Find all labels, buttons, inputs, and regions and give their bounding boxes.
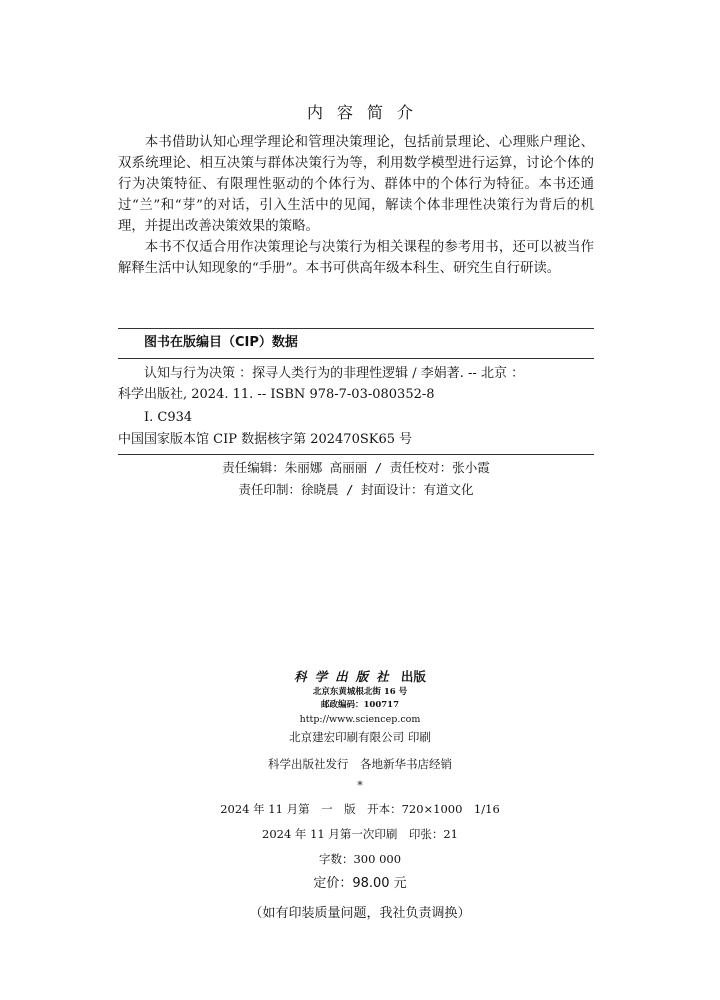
publisher-url: http://www.sciencep.com	[299, 714, 421, 725]
credits-production: 责任印制：徐晓晨 / 封面设计：有道文化	[238, 482, 474, 497]
printer-line: 北京建宏印刷有限公司 印刷	[289, 730, 431, 744]
publisher-postcode: 邮政编码：100717	[321, 700, 399, 710]
summary-paragraph-1: 本书借助认知心理学理论和管理决策理论，包括前景理论、心理账户理论、双系统理论、相互决策与群体决策行为等，利用数学模型进行运算，讨论个体的行为决策特征、有限理性驱动的个体行为、群体中的个体行为特征。本书还通过“兰”和“芽”的对话，引入生活中的见闻，解读个体非理性决策行为背后的机理，并提出改善决策效果的策略。	[118, 135, 594, 234]
publisher-address: 北京东黄城根北街 16 号	[312, 687, 408, 697]
distribution-line: 科学出版社发行 各地新华书店经销	[268, 757, 452, 771]
separator-star: *	[357, 779, 363, 792]
publisher-suffix: 出版	[396, 669, 426, 684]
summary-body	[118, 132, 594, 279]
cip-classification: Ⅰ. C934	[144, 410, 193, 425]
cip-heading: 图书在版编目（CIP）数据	[144, 335, 298, 350]
publisher-block	[0, 668, 720, 926]
publisher-brand-logo: 科学出版社	[294, 669, 397, 684]
summary-title: 内容简介	[306, 103, 427, 122]
price-line: 定价：98.00 元	[313, 876, 407, 891]
credits-editors: 责任编辑：朱丽娜 高丽丽 / 责任校对：张小霞	[222, 460, 490, 475]
wordcount-line: 字数：300 000	[318, 852, 402, 866]
cip-block	[118, 328, 594, 501]
cip-isbn-line: 科学出版社, 2024. 11. -- ISBN 978-7-03-080352-8	[118, 387, 435, 402]
summary-paragraph-2: 本书不仅适合用作决策理论与决策行为相关课程的参考用书，还可以被当作解释生活中认知现象的“手册”。本书可供高年级本科生、研究生自行研读。	[118, 240, 594, 276]
printing-line: 2024 年 11 月第一次印刷 印张：21	[262, 827, 458, 841]
cip-title-line: 认知与行为决策 ：探寻人类行为的非理性逻辑 / 李娟著. -- 北京 ：	[144, 366, 525, 381]
publisher-name	[0, 668, 720, 686]
cip-record-number: 中国国家版本馆 CIP 数据核字第 202470SK65 号	[118, 432, 413, 447]
edition-line: 2024 年 11 月第 一 版 开本：720×1000 1/16	[220, 802, 500, 816]
quality-notice: （如有印装质量问题，我社负责调换）	[249, 906, 471, 921]
cip-top-rule	[118, 328, 594, 329]
cip-bottom-rule	[118, 454, 594, 455]
cip-heading-rule	[118, 358, 594, 359]
credits-block	[118, 457, 594, 501]
